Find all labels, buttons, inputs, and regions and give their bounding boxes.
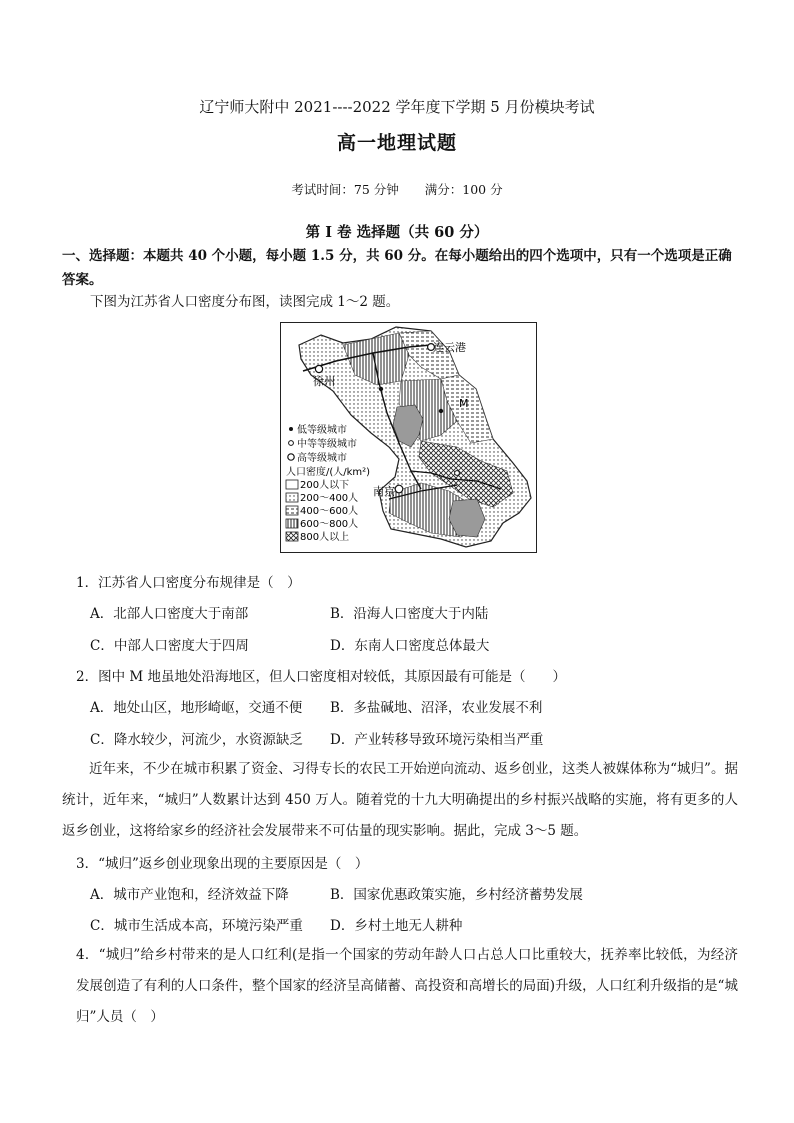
question-2-option-d[interactable]: D．产业转移导致环境污染相当严重 <box>330 732 544 748</box>
exam-title: 高一地理试题 <box>336 132 457 154</box>
legend-swatch-400-600 <box>286 506 298 515</box>
legend-band-800: 800人以上 <box>300 532 350 543</box>
exam-time: 考试时间：75 分钟 <box>291 182 399 197</box>
question-2-option-b[interactable]: B．多盐碱地、沼泽，农业发展不利 <box>330 700 543 716</box>
section-heading: 第 Ⅰ 卷 选择题（共 60 分） <box>305 224 489 241</box>
question-2-stem: 2．图中 M 地虽地处沿海地区，但人口密度相对较低，其原因最有可能是（ ） <box>76 669 566 685</box>
question-3-stem: 3．“城归”返乡创业现象出现的主要原因是（ ） <box>76 856 369 872</box>
legend-high-city: 高等级城市 <box>297 453 347 464</box>
question-1-option-a[interactable]: A．北部人口密度大于南部 <box>90 606 249 622</box>
question-3-option-b[interactable]: B．国家优惠政策实施，乡村经济蓄势发展 <box>330 887 583 903</box>
question-1-option-d[interactable]: D．东南人口密度总体最大 <box>330 638 490 654</box>
question-2-option-c[interactable]: C．降水较少，河流少，水资源缺乏 <box>90 732 303 748</box>
city-label-nanjing: 南京 <box>373 485 395 498</box>
school-exam-header: 辽宁师大附中 2021----2022 学年度下学期 5 月份模块考试 <box>199 98 595 116</box>
question-1-option-c[interactable]: C．中部人口密度大于四周 <box>90 638 249 654</box>
city-label-xuzhou: 徐州 <box>313 375 335 388</box>
question-3-option-a[interactable]: A．城市产业饱和，经济效益下降 <box>90 887 289 903</box>
question-4-stem: 4．“城归”给乡村带来的是人口红利(是指一个国家的劳动年龄人口占总人口比重较大，抚养率比较低，为经济发展创造了有利的人口条件，整个国家的经济呈高储蓄、高投资和高增长的局面)升级，人口红利升级指的是“城归”人员（ ） <box>76 947 738 1025</box>
passage-chenggui: 近年来，不少在城市积累了资金、习得专长的农民工开始逆向流动、返乡创业，这类人被媒体称为“城归”。据统计，近年来，“城归”人数累计达到 450 万人。随着党的十九大明确提出的乡村振兴战略的实施，将有更多的人返乡创业，这将给家乡的经济社会发展带来不可估量的现实影响。据此，完成 3～5 题。 <box>62 761 738 839</box>
legend-density-title: 人口密度/(人/km²) <box>286 467 371 478</box>
legend-band-400-600: 400～600人 <box>300 506 359 517</box>
legend-mid-city: 中等等级城市 <box>297 439 357 450</box>
legend-swatch-600-800 <box>286 519 298 528</box>
map-intro: 下图为江苏省人口密度分布图，读图完成 1～2 题。 <box>90 294 400 310</box>
legend-swatch-200-400 <box>286 493 298 502</box>
question-2-option-a[interactable]: A．地处山区，地形崎岖，交通不便 <box>90 700 303 716</box>
city-label-lianyungang: 连云港 <box>433 341 466 354</box>
legend-band-600-800: 600～800人 <box>300 519 359 530</box>
legend-swatch-800 <box>286 532 298 541</box>
legend-band-200: 200人以下 <box>300 480 350 491</box>
legend-high-city-symbol <box>288 454 294 460</box>
legend-band-200-400: 200～400人 <box>300 493 359 504</box>
legend-low-city-symbol <box>289 427 293 431</box>
exam-info <box>0 180 794 198</box>
section-instructions: 一、选择题：本题共 40 个小题，每小题 1.5 分，共 60 分。在每小题给出的四个选项中，只有一个选项是正确答案。 <box>62 248 732 288</box>
question-1-stem: 1．江苏省人口密度分布规律是（ ） <box>76 575 301 591</box>
population-density-map <box>280 322 537 553</box>
legend-low-city: 低等级城市 <box>297 425 347 436</box>
legend-swatch-200 <box>286 480 298 489</box>
question-3-option-c[interactable]: C．城市生活成本高，环境污染严重 <box>90 918 303 934</box>
exam-score: 满分：100 分 <box>424 182 503 197</box>
map-label-m: M <box>459 397 469 410</box>
question-3-option-d[interactable]: D．乡村土地无人耕种 <box>330 918 463 934</box>
legend-mid-city-symbol <box>289 441 294 446</box>
question-1-option-b[interactable]: B．沿海人口密度大于内陆 <box>330 606 489 622</box>
